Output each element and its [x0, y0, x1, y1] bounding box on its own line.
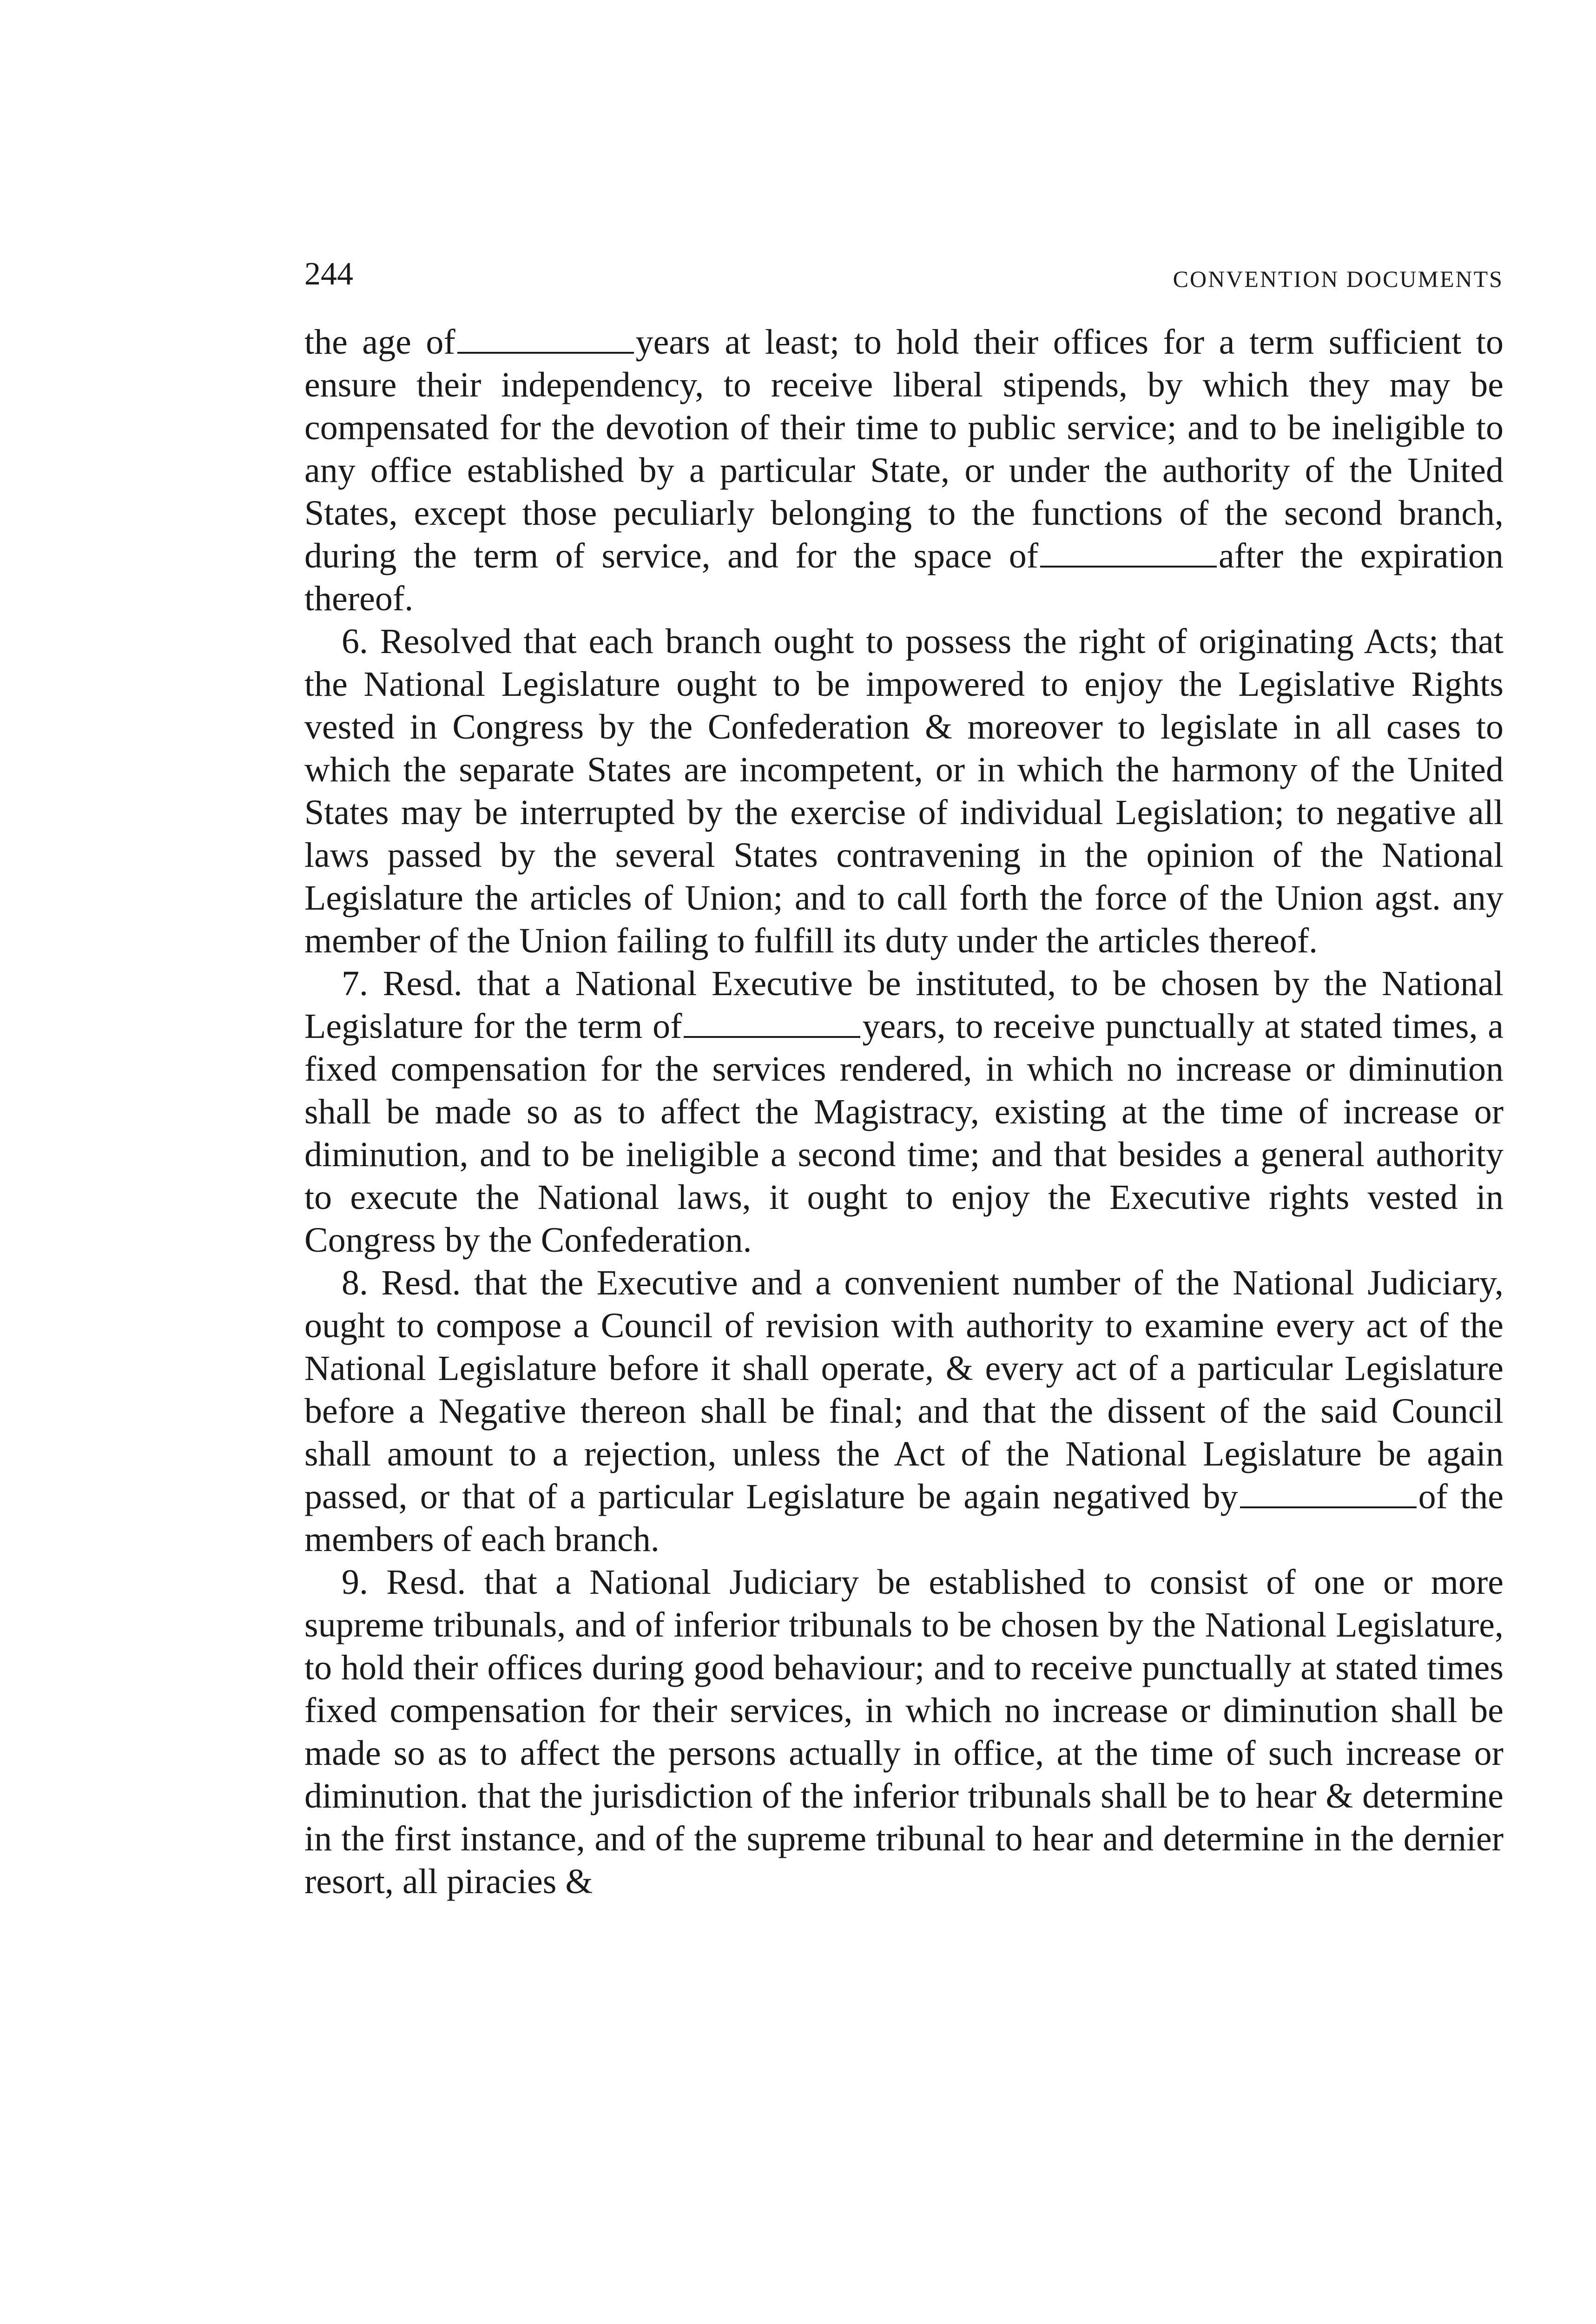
paragraph-text: 7. Resd. that a National Executive be instituted, to be chosen by the National Legislature for the term of — [304, 964, 1504, 1046]
document-body — [304, 321, 1504, 1903]
paragraph-text: the age of — [304, 323, 455, 362]
document-page — [304, 251, 1504, 1903]
paragraph — [304, 1561, 1504, 1903]
paragraph-text: 6. Resolved that each branch ought to possess the right of originating Acts; that the National Legislature ought to be impowered to enjoy the Legislative Rights vested in Congress by the Confederation & moreover to legislate in all cases to which the separate States are incompetent, or in which the harmony of the United States may be interrupted by the exercise of individual Legislation; to negative all laws passed by the several States contravening in the opinion of the National Legislature the articles of Union; and to call forth the force of the Union agst. any member of the Union failing to fulfill its duty under the articles thereof. — [304, 622, 1504, 960]
fill-in-blank-line — [1240, 1477, 1417, 1508]
running-head — [304, 251, 1504, 297]
paragraph-text: years at least; to hold their offices for a term sufficient to ensure their independency, to receive liberal stipends, by which they may be compensated for the devotion of their time to public service; and to be ineligible to any office established by a particular State, or under the authority of the United States, except those peculiarly belonging to the functions of the second branch, during the term of service, and for the space of — [304, 323, 1504, 575]
fill-in-blank-line — [457, 322, 634, 354]
paragraph-text: of the members of each branch. — [304, 1477, 1504, 1559]
paragraph-text: 8. Resd. that the Executive and a convenient number of the National Judiciary, ought to compose a Council of revision with authority to examine every act of the National Legislature before it shall operate, & every act of a particular Legislature before a Negative thereon shall be final; and that the dissent of the said Council shall amount to a rejection, unless the Act of the National Legislature be again passed, or that of a particular Legislature be again negatived by — [304, 1263, 1504, 1516]
paragraph — [304, 1261, 1504, 1561]
fill-in-blank-line — [1040, 536, 1217, 568]
paragraph — [304, 962, 1504, 1261]
paragraph — [304, 321, 1504, 620]
paragraph-text: after the expiration thereof. — [304, 536, 1504, 618]
running-title: CONVENTION DOCUMENTS — [1173, 266, 1504, 292]
paragraph-text: years, to receive punctually at stated times, a fixed compensation for the services rendered, in which no increase or diminution shall be made so as to affect the Magistracy, existing at the time of increase or diminution, and to be ineligible a second time; and that besides a general authority to execute the National laws, it ought to enjoy the Executive rights vested in Congress by the Confederation. — [304, 1007, 1504, 1260]
fill-in-blank-line — [684, 1006, 860, 1038]
paragraph — [304, 620, 1504, 962]
page-number: 244 — [304, 256, 353, 292]
paragraph-text: 9. Resd. that a National Judiciary be established to consist of one or more supreme tribunals, and of inferior tribunals to be chosen by the National Legislature, to hold their offices during good behaviour; and to receive punctually at stated times fixed compensation for their services, in which no increase or diminution shall be made so as to affect the persons actually in office, at the time of such increase or diminution. that the jurisdiction of the inferior tribunals shall be to hear & determine in the first instance, and of the supreme tribunal to hear and determine in the dernier resort, all piracies & — [304, 1563, 1504, 1901]
